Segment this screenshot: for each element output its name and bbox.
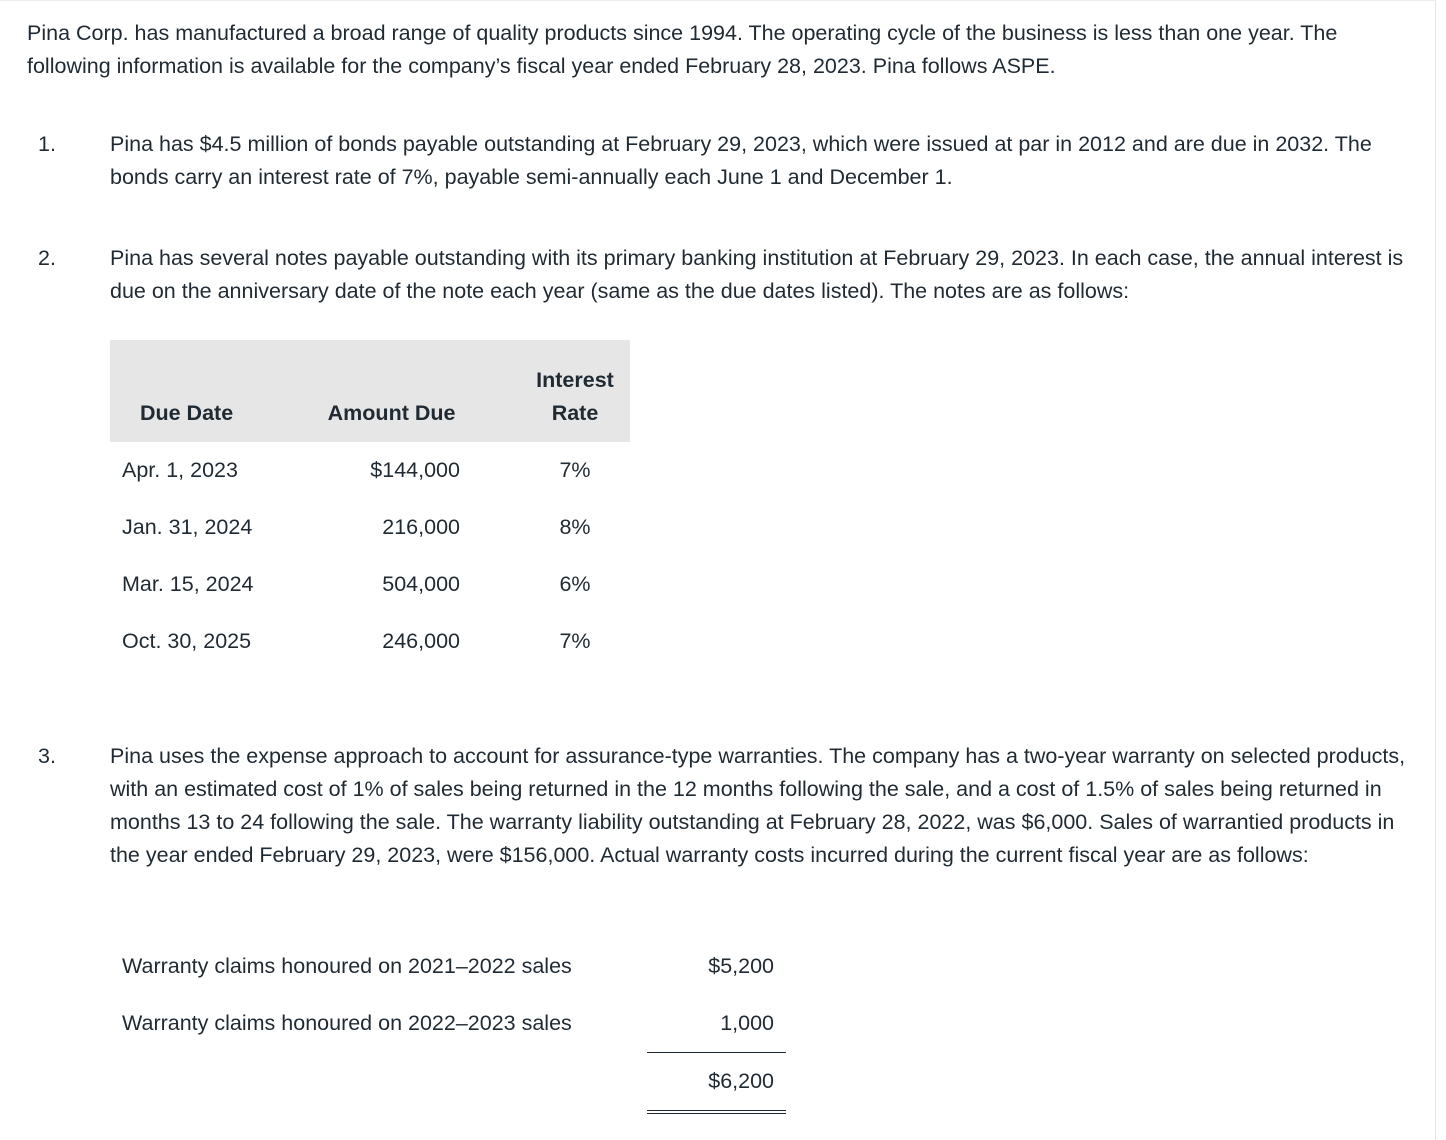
warranty-costs-table: [122, 938, 786, 1114]
cell-amount: 216,000: [382, 515, 460, 539]
item-text-notes: Pina has several notes payable outstanding with its primary banking institution at February 29, 2023. In each case, the annual interest is due on the anniversary date of the note each year (same as the due dates listed). The notes are as follows:: [110, 246, 1404, 303]
item-number: 2.: [38, 246, 56, 270]
cell-due-date: Jan. 31, 2024: [122, 515, 253, 539]
notes-payable-table: [110, 340, 630, 670]
header-interest-line2: Rate: [551, 401, 599, 425]
cell-due-date: Mar. 15, 2024: [122, 572, 254, 596]
table-row: [110, 613, 630, 670]
intro-paragraph: Pina Corp. has manufactured a broad range of quality products since 1994. The operating cycle of the business is less than one year. The following information is available for the company’s fiscal year ended February 28, 2023. Pina follows ASPE.: [27, 21, 1338, 78]
warranty-label: Warranty claims honoured on 2021–2022 sales: [122, 954, 572, 978]
cell-amount: 246,000: [382, 629, 460, 653]
header-interest-line1: Interest: [536, 368, 614, 392]
cell-rate: 7%: [559, 458, 591, 482]
item-text-bonds: Pina has $4.5 million of bonds payable outstanding at February 29, 2023, which were issued at par in 2012 and are due in 2032. The bonds carry an interest rate of 7%, payable semi-annually each June 1 and December 1.: [110, 132, 1372, 189]
table-header-row: [110, 340, 630, 442]
cell-due-date: Oct. 30, 2025: [122, 629, 252, 653]
cell-amount: 504,000: [382, 572, 460, 596]
item-number: 3.: [38, 744, 56, 768]
warranty-value: $5,200: [708, 954, 774, 978]
warranty-label: Warranty claims honoured on 2022–2023 sales: [122, 1011, 572, 1036]
table-row: [122, 995, 786, 1053]
table-total-row: [122, 1053, 786, 1113]
warranty-total: $6,200: [647, 1053, 786, 1113]
cell-rate: 8%: [559, 515, 591, 539]
table-row: [110, 499, 630, 556]
cell-rate: 7%: [559, 629, 591, 653]
item-text-warranty: Pina uses the expense approach to account for assurance-type warranties. The company has a two-year warranty on selected products, with an estimated cost of 1% of sales being returned in the 12 months following the sale, and a cost of 1.5% of sales being returned in months 13 to 24 following the sale. The warranty liability outstanding at February 28, 2022, was $6,000. Sales of warrantied products in the year ended February 29, 2023, were $156,000. Actual warranty costs incurred during the current fiscal year are as follows:: [110, 744, 1406, 867]
warranty-value: 1,000: [647, 995, 786, 1053]
header-interest-rate: [520, 340, 630, 442]
item-number: 1.: [38, 132, 56, 156]
warranty-total-label: [122, 1053, 647, 1113]
table-row: [122, 938, 786, 995]
cell-rate: 6%: [559, 572, 591, 596]
cell-amount: $144,000: [370, 458, 460, 482]
header-amount-due: Amount Due: [327, 401, 456, 425]
header-due-date: Due Date: [139, 401, 234, 425]
cell-due-date: Apr. 1, 2023: [122, 458, 238, 482]
table-row: [110, 442, 630, 499]
table-row: [110, 556, 630, 613]
